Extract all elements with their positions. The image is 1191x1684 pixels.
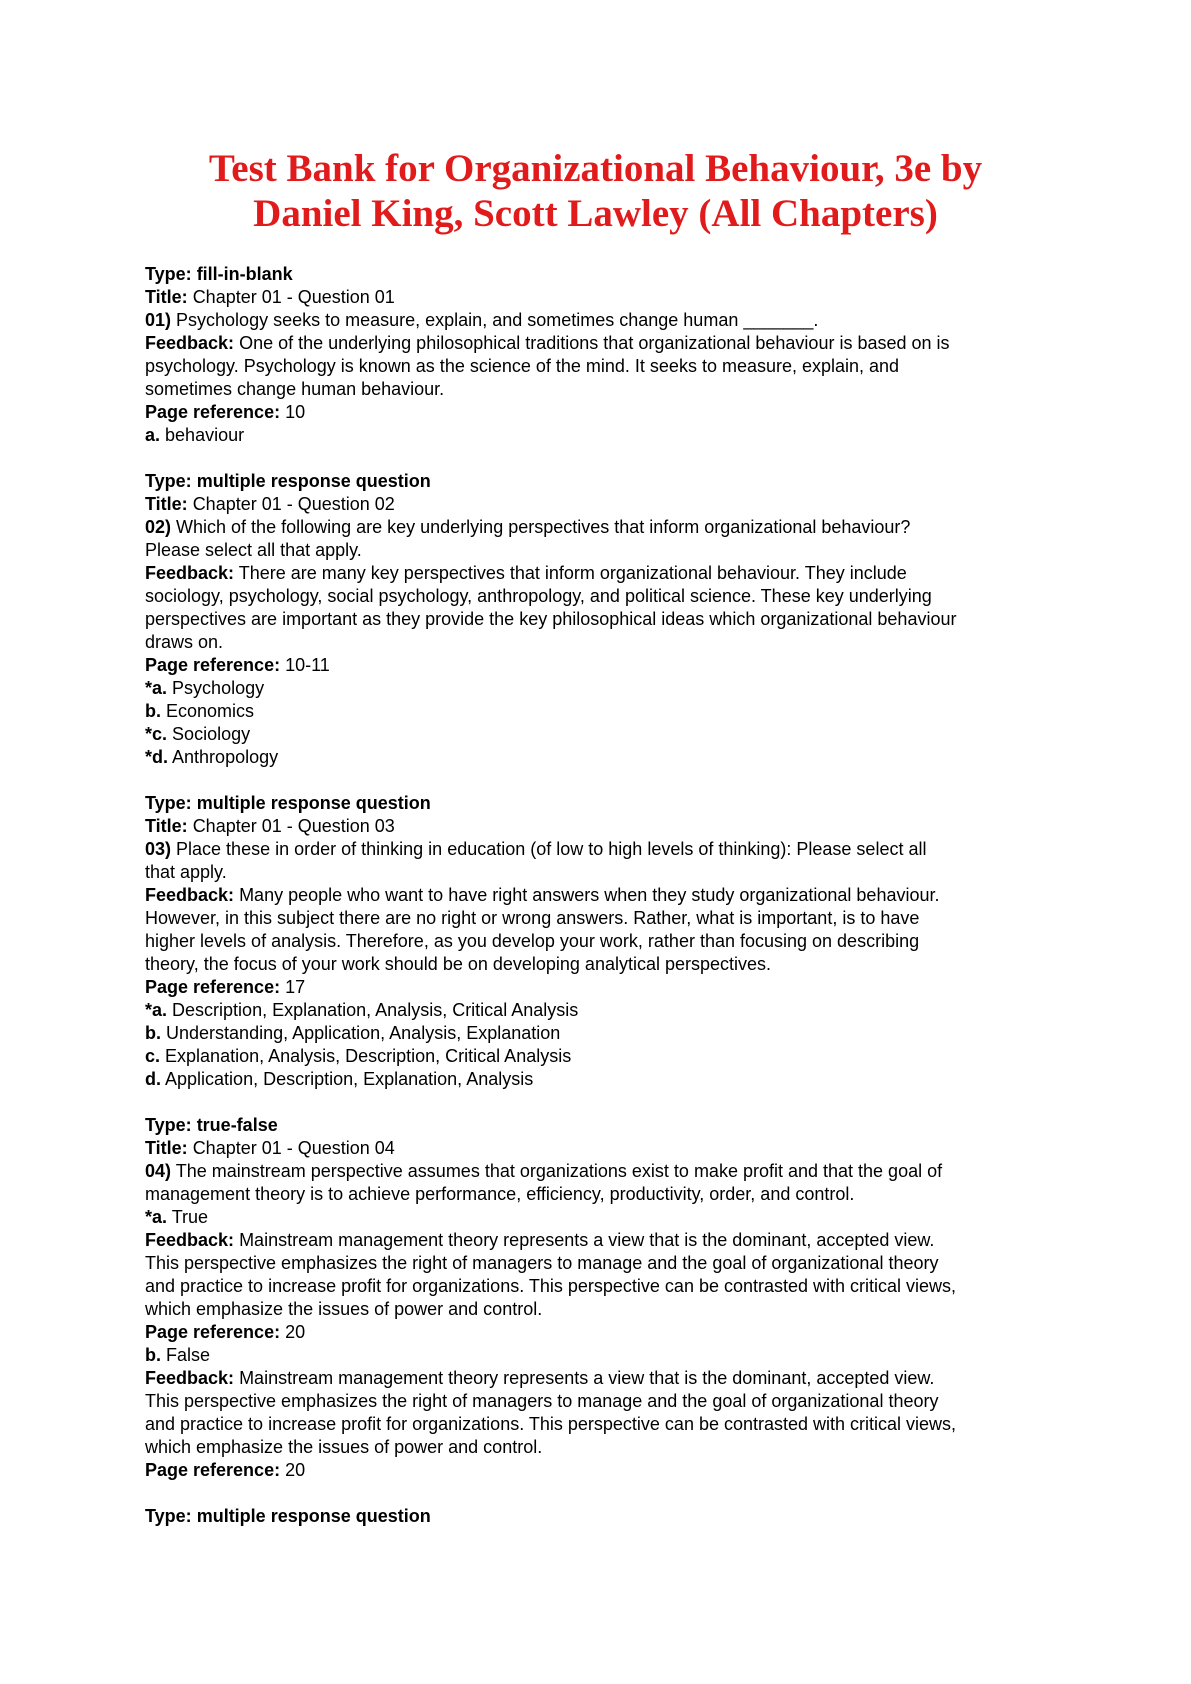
feedback-line: This perspective emphasizes the right of managers to manage and the goal of organizational theory <box>145 1253 939 1273</box>
answer-option: *a. Description, Explanation, Analysis, Critical Analysis <box>145 1000 579 1020</box>
answer-option: *c. Sociology <box>145 724 251 744</box>
question-prompt: 04) The mainstream perspective assumes that organizations exist to make profit and that the goal of <box>145 1161 943 1181</box>
page-reference-line: Page reference: 20 <box>145 1460 306 1480</box>
page-reference-line: Page reference: 20 <box>145 1322 306 1342</box>
question-prompt: 01) Psychology seeks to measure, explain, and sometimes change human _______. <box>145 310 819 330</box>
feedback-line: Feedback: There are many key perspectives that inform organizational behaviour. They include <box>145 563 907 583</box>
feedback-line: psychology. Psychology is known as the science of the mind. It seeks to measure, explain, and <box>145 356 900 376</box>
question-title-line: Title: Chapter 01 - Question 02 <box>145 494 395 514</box>
answer-option: *a. True <box>145 1207 209 1227</box>
answer-option: d. Application, Description, Explanation, Analysis <box>145 1069 534 1089</box>
answer-option: b. Economics <box>145 701 255 721</box>
question-type-line: Type: multiple response question <box>145 1506 431 1526</box>
question-title-line: Title: Chapter 01 - Question 03 <box>145 816 395 836</box>
answer-option: *d. Anthropology <box>145 747 279 767</box>
answer-option: c. Explanation, Analysis, Description, Critical Analysis <box>145 1046 572 1066</box>
question-type-line: Type: true-false <box>145 1115 278 1135</box>
feedback-line: and practice to increase profit for organizations. This perspective can be contrasted with critical views, <box>145 1414 957 1434</box>
answer-option: b. Understanding, Application, Analysis, Explanation <box>145 1023 561 1043</box>
question-block <box>145 470 1065 769</box>
feedback-line: which emphasize the issues of power and control. <box>145 1299 543 1319</box>
document-body <box>145 263 1065 1528</box>
feedback-line: sometimes change human behaviour. <box>145 379 445 399</box>
feedback-line: higher levels of analysis. Therefore, as you develop your work, rather than focusing on describing <box>145 931 920 951</box>
feedback-line: Feedback: Mainstream management theory represents a view that is the dominant, accepted view. <box>145 1368 935 1388</box>
feedback-line: This perspective emphasizes the right of managers to manage and the goal of organizational theory <box>145 1391 939 1411</box>
feedback-line: and practice to increase profit for organizations. This perspective can be contrasted with critical views, <box>145 1276 957 1296</box>
question-title-line: Title: Chapter 01 - Question 01 <box>145 287 395 307</box>
question-type-line: Type: fill-in-blank <box>145 264 293 284</box>
answer-option: a. behaviour <box>145 425 245 445</box>
feedback-line: draws on. <box>145 632 224 652</box>
question-prompt: 02) Which of the following are key underlying perspectives that inform organizational behaviour? <box>145 517 911 537</box>
question-prompt: 03) Place these in order of thinking in education (of low to high levels of thinking): Please select all <box>145 839 927 859</box>
feedback-line: Feedback: Many people who want to have right answers when they study organizational behaviour. <box>145 885 940 905</box>
question-type-line: Type: multiple response question <box>145 471 431 491</box>
question-type-line: Type: multiple response question <box>145 793 431 813</box>
question-prompt-continued: that apply. <box>145 862 227 882</box>
question-prompt-continued: management theory is to achieve performance, efficiency, productivity, order, and control. <box>145 1184 855 1204</box>
feedback-line: Feedback: Mainstream management theory represents a view that is the dominant, accepted view. <box>145 1230 935 1250</box>
question-block <box>145 1505 1065 1528</box>
feedback-line: perspectives are important as they provide the key philosophical ideas which organizational behaviour <box>145 609 957 629</box>
feedback-line: sociology, psychology, social psychology, anthropology, and political science. These key underlying <box>145 586 932 606</box>
feedback-line: theory, the focus of your work should be on developing analytical perspectives. <box>145 954 772 974</box>
document-title-line-2: Daniel King, Scott Lawley (All Chapters) <box>253 192 938 235</box>
page-reference-line: Page reference: 17 <box>145 977 306 997</box>
page-reference-line: Page reference: 10-11 <box>145 655 330 675</box>
question-block <box>145 792 1065 1091</box>
page-reference-line: Page reference: 10 <box>145 402 306 422</box>
document-title <box>0 146 1191 236</box>
question-prompt-continued: Please select all that apply. <box>145 540 362 560</box>
answer-option: *a. Psychology <box>145 678 265 698</box>
feedback-line: Feedback: One of the underlying philosophical traditions that organizational behaviour is based on is <box>145 333 950 353</box>
feedback-line: which emphasize the issues of power and control. <box>145 1437 543 1457</box>
question-block <box>145 1114 1065 1482</box>
question-title-line: Title: Chapter 01 - Question 04 <box>145 1138 395 1158</box>
document-title-line-1: Test Bank for Organizational Behaviour, 3e by <box>208 147 983 190</box>
question-block <box>145 263 1065 447</box>
answer-option: b. False <box>145 1345 211 1365</box>
feedback-line: However, in this subject there are no right or wrong answers. Rather, what is important, is to have <box>145 908 920 928</box>
